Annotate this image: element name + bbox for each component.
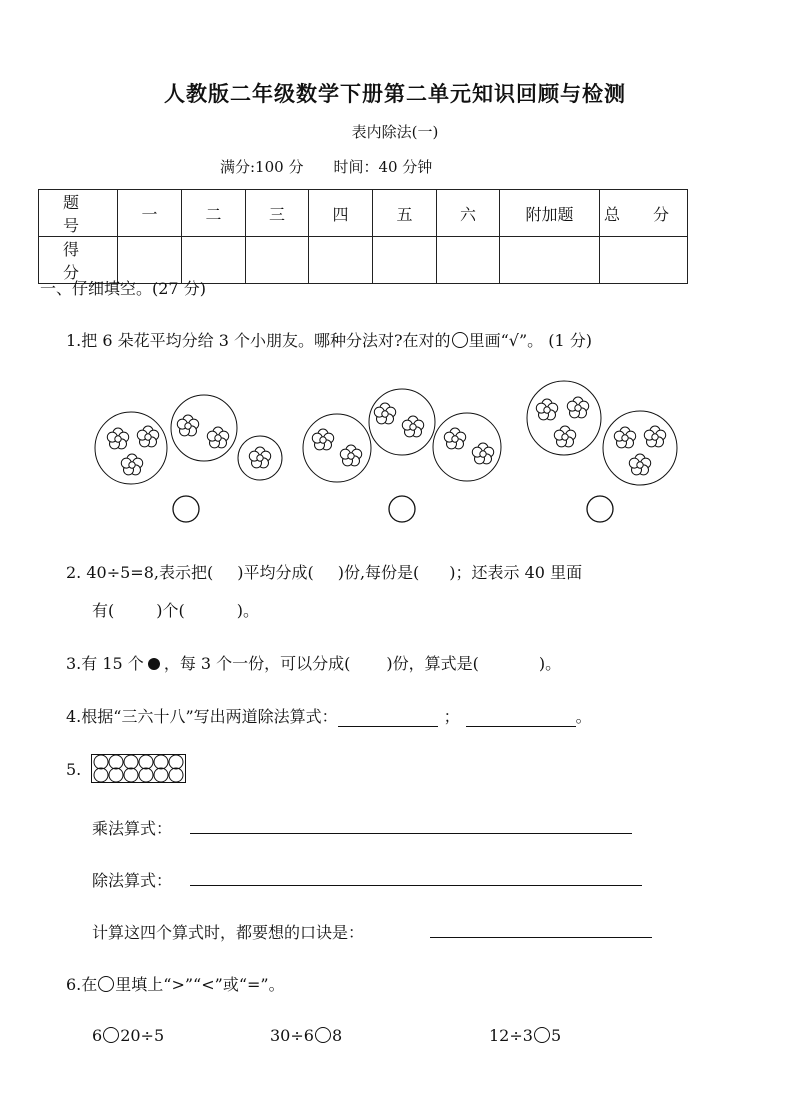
compare-1-left: 6 — [92, 1026, 103, 1045]
q2-text-3: )份,每份是( — [337, 563, 420, 582]
q2-text-6: )个( — [156, 601, 185, 620]
q1-text-b: 里画“√”。 (1 分) — [468, 331, 592, 350]
q5-div-label: 除法算式： — [92, 871, 173, 890]
compare-1-circle[interactable] — [103, 1027, 119, 1043]
q4-answer-2[interactable] — [466, 707, 576, 727]
header-cell-total: 总 分 — [600, 190, 688, 237]
q4-text: 4.根据“三六十八”写出两道除法算式： — [66, 707, 338, 726]
option-a-plates — [95, 395, 282, 484]
option-b-plates — [303, 389, 501, 482]
header-cell-5: 五 — [373, 190, 437, 237]
q3-text-1: 3.有 15 个 — [66, 654, 144, 673]
score-cell-extra[interactable] — [500, 237, 600, 284]
circle-array-icon — [91, 754, 187, 784]
question-2-line-2 — [92, 598, 259, 621]
header-cell-6: 六 — [437, 190, 500, 237]
section-1-heading: 一、仔细填空。(27 分) — [40, 279, 206, 298]
q5-mult-label: 乘法算式： — [92, 819, 173, 838]
question-4 — [66, 704, 592, 727]
circle-icon — [98, 976, 114, 992]
flower-groups-illustration — [0, 370, 790, 530]
answer-circle-c[interactable] — [587, 496, 613, 522]
score-cell-4[interactable] — [309, 237, 373, 284]
header-cell-3: 三 — [246, 190, 309, 237]
q6-text-2: 里填上“>”“<”或“=”。 — [115, 975, 285, 994]
q4-end: 。 — [575, 707, 592, 726]
score-table — [38, 189, 688, 284]
q2-text-7: )。 — [236, 601, 259, 620]
q3-text-2: ，每 3 个一份，可以分成( — [163, 654, 351, 673]
header-cell-1: 一 — [118, 190, 182, 237]
answer-circle-a[interactable] — [173, 496, 199, 522]
compare-item-3 — [489, 1026, 561, 1045]
q4-separator: ； — [443, 707, 460, 726]
q2-text-1: 2. 40÷5=8,表示把( — [66, 563, 214, 582]
q2-text-4: )；还表示 40 里面 — [449, 563, 583, 582]
q6-text-1: 6.在 — [66, 975, 98, 994]
q3-text-3: )份，算式是( — [386, 654, 479, 673]
circle-icon — [452, 332, 468, 348]
header-cell-extra: 附加题 — [500, 190, 600, 237]
q5-rhyme-answer-line[interactable] — [430, 937, 652, 938]
compare-3-right: 5 — [550, 1026, 562, 1045]
q5-rhyme-label: 计算这四个算式时，都要想的口诀是： — [92, 923, 365, 942]
page-subtitle: 表内除法(一) — [351, 123, 439, 141]
q4-answer-1[interactable] — [338, 707, 438, 727]
q5-div-answer-line[interactable] — [190, 885, 642, 886]
question-3 — [66, 651, 561, 674]
score-table-header-row — [39, 190, 688, 237]
score-row-label: 得 分 — [39, 237, 118, 284]
q3-text-4: )。 — [538, 654, 562, 673]
header-cell-4: 四 — [309, 190, 373, 237]
score-cell-3[interactable] — [246, 237, 309, 284]
compare-2-right: 8 — [331, 1026, 343, 1045]
compare-3-circle[interactable] — [534, 1027, 550, 1043]
score-cell-5[interactable] — [373, 237, 437, 284]
question-1 — [66, 328, 592, 351]
page-title: 人教版二年级数学下册第二单元知识回顾与检测 — [164, 82, 626, 106]
compare-item-2 — [270, 1026, 342, 1045]
question-5-number: 5. — [66, 760, 82, 779]
score-cell-6[interactable] — [437, 237, 500, 284]
q2-text-5: 有( — [92, 601, 115, 620]
header-cell-label: 题 号 — [39, 190, 118, 237]
q1-text-a: 1.把 6 朵花平均分给 3 个小朋友。哪种分法对?在对的 — [66, 331, 451, 350]
compare-item-1 — [92, 1026, 164, 1045]
q5-mult-answer-line[interactable] — [190, 833, 632, 834]
full-score: 满分:100 分 — [220, 158, 304, 176]
option-c-plates — [527, 381, 677, 485]
black-dot-icon — [148, 658, 160, 670]
exam-info — [220, 156, 432, 177]
score-cell-total[interactable] — [600, 237, 688, 284]
compare-2-left: 30÷6 — [270, 1026, 314, 1045]
compare-3-left: 12÷3 — [489, 1026, 533, 1045]
q2-text-2: )平均分成( — [237, 563, 314, 582]
question-6 — [66, 972, 285, 995]
question-2 — [66, 560, 582, 583]
answer-circle-b[interactable] — [389, 496, 415, 522]
compare-1-right: 20÷5 — [120, 1026, 165, 1045]
header-cell-2: 二 — [182, 190, 246, 237]
exam-time: 时间：40 分钟 — [333, 158, 433, 176]
compare-2-circle[interactable] — [315, 1027, 331, 1043]
